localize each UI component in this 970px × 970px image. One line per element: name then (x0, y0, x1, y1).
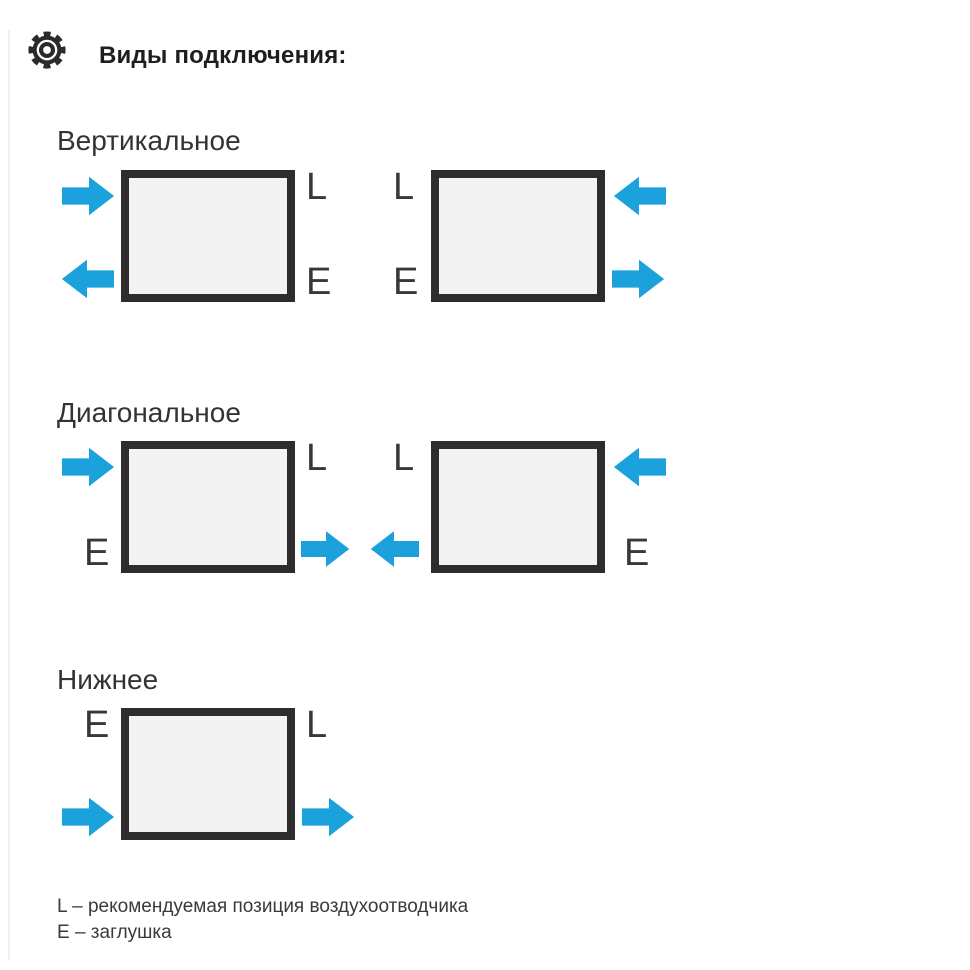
port-label-top-left: L (393, 166, 415, 208)
port-label-top-left: L (393, 437, 415, 479)
port-label-bottom-right: E (624, 532, 650, 574)
legend-line-e: E – заглушка (57, 922, 172, 943)
port-label-top-left: E (84, 704, 110, 746)
port-label-top-right: L (306, 437, 328, 479)
port-label-bottom-right: E (306, 261, 332, 303)
outlet-arrow-right-icon (302, 795, 356, 839)
port-label-top-right: L (306, 704, 328, 746)
section-title: Вертикальное (57, 125, 241, 156)
section-title: Диагональное (57, 397, 241, 428)
radiator-box (121, 708, 295, 840)
section-title: Нижнее (57, 664, 159, 695)
port-label-top-right: L (306, 166, 328, 208)
inlet-arrow-right-icon (62, 795, 116, 839)
port-label-bottom-left: E (84, 532, 110, 574)
page-title: Виды подключения: (99, 42, 347, 69)
legend-line-l: L – рекомендуемая позиция воздухоотводчика (57, 896, 469, 917)
port-label-bottom-left: E (393, 261, 419, 303)
